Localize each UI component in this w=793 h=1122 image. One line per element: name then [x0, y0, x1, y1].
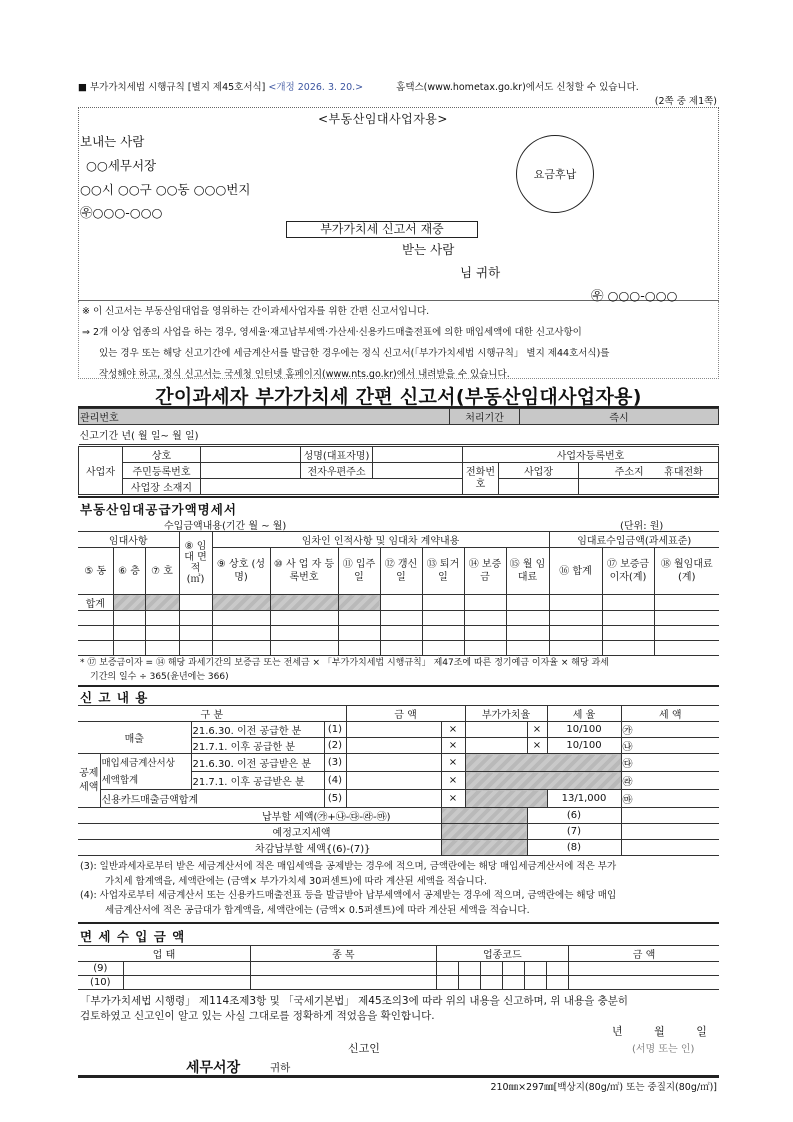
h-tax-rate: 세 율 [547, 706, 621, 722]
col-monthly-rent: ⑮ 월 임대료 [506, 548, 549, 595]
col-total: ⑯ 합계 [549, 548, 602, 595]
name-label: 성명(대표자명) [301, 447, 373, 463]
row5-amount[interactable] [346, 790, 441, 808]
row2-rate[interactable] [465, 738, 527, 754]
declaration-line: 검토하였고 신고인이 알고 있는 사실 그대로를 정확하게 적었음을 확인합니다. [80, 1010, 435, 1022]
row3-no: (3) [324, 754, 346, 772]
cell[interactable] [179, 611, 212, 626]
footnote-line: 세금계산서에 적은 공급대가 합계액을, 세액란에는 (금액× 0.5퍼센트)에 따라 계산된 세액을 적습니다. [105, 904, 530, 916]
h-value-added-rate: 부가가치율 [465, 706, 547, 722]
shaded-cell [441, 824, 527, 840]
shaded-cell [441, 808, 527, 824]
cell[interactable] [654, 641, 719, 656]
deduct-label: 공제세액 [78, 754, 100, 808]
table-row [78, 626, 719, 641]
cell[interactable] [78, 611, 113, 626]
cell[interactable] [212, 641, 270, 656]
shaded-cell [441, 840, 527, 856]
business-label: 사업자 [79, 447, 123, 495]
row2-label: 21.7.1. 이후 공급한 분 [191, 738, 324, 754]
row1-rate[interactable] [465, 722, 527, 738]
phone-home-mobile [579, 463, 719, 479]
col-area: ⑧ 임대 면적 (㎡) [179, 532, 212, 595]
col-unit: ⑦ 호 [145, 548, 179, 595]
cell[interactable] [549, 626, 602, 641]
revision-date: <개정 2026. 3. 20.> [268, 82, 364, 93]
sender-address: ○○시 ○○구 ○○동 ○○○번지 [80, 182, 251, 197]
cell[interactable] [549, 595, 602, 611]
row2-taxrate: 10/100 [547, 738, 621, 754]
table-row [78, 641, 719, 656]
cell[interactable] [464, 595, 506, 611]
times-sign: × [527, 738, 547, 754]
cell[interactable] [422, 626, 464, 641]
footnote-line: 기간의 일수 ÷ 365(윤년에는 366) [90, 672, 229, 682]
invoice-label [100, 754, 191, 790]
cell[interactable] [654, 611, 719, 626]
h-category: 구 분 [78, 706, 346, 722]
note-line: ※ 이 신고서는 부동산임대업을 영위하는 간이과세사업자를 위한 간편 신고서입니다. [82, 306, 430, 317]
cell[interactable] [602, 611, 654, 626]
declaration-text [80, 994, 720, 1024]
row1-label: 21.6.30. 이전 공급한 분 [191, 722, 324, 738]
col-tenant-regno: ⑩ 사 업 자 등록번호 [270, 548, 338, 595]
cell[interactable] [602, 641, 654, 656]
h-exempt-amount: 금 액 [568, 946, 719, 962]
times-sign: × [441, 738, 465, 754]
cell[interactable] [464, 626, 506, 641]
shaded-cell [465, 790, 547, 808]
lease-items-header: 임대사항 [78, 532, 179, 548]
sender-zip: ㉾○○○-○○○ [80, 205, 163, 220]
shaded-cell [465, 754, 621, 772]
invoice-label-1: 매입세금계산서상 [101, 757, 175, 769]
resubmit-box: 부가가치세 신고서 재중 [286, 221, 478, 238]
code-box[interactable] [458, 976, 480, 990]
report-table [78, 705, 719, 856]
cell[interactable] [338, 611, 380, 626]
mgmt-no-label: 관리번호 [79, 409, 450, 425]
col-tenant-name: ⑨ 상호 (성명) [212, 548, 270, 595]
row9-amount[interactable] [568, 962, 719, 976]
payable-label: 납부할 세액(㉮+㉯-㉰-㉱-㉲) [78, 808, 441, 824]
col-deposit: ⑭ 보증금 [464, 548, 506, 595]
income-period: 수입금액내용(기간 월 ~ 월) [164, 521, 287, 532]
unit-label: (단위: 원) [620, 521, 664, 532]
code-box[interactable] [502, 962, 524, 976]
times-sign: × [441, 772, 465, 790]
row1-taxrate: 10/100 [547, 722, 621, 738]
code-box[interactable] [458, 962, 480, 976]
taxpayer-info-table [78, 408, 719, 445]
code-box[interactable] [436, 976, 458, 990]
report-footnotes [80, 860, 720, 918]
location-field[interactable] [201, 479, 463, 495]
row9-item[interactable] [251, 962, 437, 976]
page-info: (2쪽 중 제1쪽) [654, 96, 717, 107]
row10-item[interactable] [251, 976, 437, 990]
signature-field[interactable]: (서명 또는 인) [632, 1044, 695, 1055]
form-title: 간이과세자 부가가치세 간편 신고서(부동산임대사업자용) [155, 386, 642, 408]
row10-type[interactable] [123, 976, 250, 990]
receiver-honorific: 님 귀하 [460, 265, 501, 280]
code-box[interactable] [524, 962, 546, 976]
cell[interactable] [506, 595, 549, 611]
cell[interactable] [654, 595, 719, 611]
cell[interactable] [338, 641, 380, 656]
shaded-cell [270, 595, 338, 611]
paper-spec: 210㎜×297㎜[백상지(80g/㎡) 또는 중질지(80g/㎡)] [490, 1082, 717, 1093]
invoice-label-2: 세액합계 [101, 774, 139, 786]
row6-tax[interactable] [621, 808, 719, 824]
cell[interactable] [602, 595, 654, 611]
note-line: 작성해야 하고, 정식 신고서는 국세청 인터넷 홈페이지(www.nts.go.kr)에서 내려받을 수 있습니다. [99, 369, 510, 380]
col-deposit-interest: ⑰ 보증금 이자(계) [602, 548, 654, 595]
code-box[interactable] [480, 976, 502, 990]
cell[interactable] [212, 611, 270, 626]
receiver-zip: ㉾ ○○○-○○○ [591, 288, 678, 303]
cell[interactable] [145, 611, 179, 626]
row5-taxrate: 13/1,000 [547, 790, 621, 808]
row4-amount[interactable] [346, 772, 441, 790]
row4-tax[interactable]: ㉱ [621, 772, 719, 790]
form-header [78, 79, 718, 93]
cell[interactable] [78, 641, 113, 656]
code-box[interactable] [546, 976, 568, 990]
lease-section-title: 부동산임대공급가액명세서 [80, 502, 237, 517]
cell[interactable] [506, 626, 549, 641]
sales-label: 매출 [78, 722, 191, 754]
cell[interactable] [506, 641, 549, 656]
code-box[interactable] [546, 962, 568, 976]
report-period[interactable]: 신고기간 년( 월 일~ 월 일) [79, 425, 719, 445]
card-label: 신용카드매출금액합계 [100, 790, 324, 808]
times-sign: × [527, 722, 547, 738]
declaration-line: 「부가가치세법 시행령」 제114조제3항 및 「국세기본법」 제45조의3에 따라 위의 내용을 신고하며, 위 내용을 충분히 [80, 995, 629, 1007]
cell[interactable] [380, 641, 422, 656]
h-business-item: 종 목 [251, 946, 437, 962]
row3-amount[interactable] [346, 754, 441, 772]
row1-no: (1) [324, 722, 346, 738]
col-rent-sum: ⑱ 월임대료 (계) [654, 548, 719, 595]
sender-label: 보내는 사람 [80, 134, 145, 149]
receiver-label: 받는 사람 [402, 242, 455, 257]
trade-name-label: 상호 [123, 447, 201, 463]
code-box[interactable] [436, 962, 458, 976]
gwiha-label: 귀하 [270, 1062, 291, 1074]
row4-no: (4) [324, 772, 346, 790]
note-line: 있는 경우 또는 해당 신고기간에 세금계산서를 발급한 경우에는 정식 신고서(「부가가치세법 시행규칙」 별지 제44호서식)를 [99, 348, 610, 359]
row1-tax[interactable]: ㉮ [621, 722, 719, 738]
times-sign: × [441, 790, 465, 808]
h-amount: 금 액 [346, 706, 465, 722]
row5-no: (5) [324, 790, 346, 808]
col-floor: ⑥ 층 [113, 548, 145, 595]
cell[interactable] [380, 626, 422, 641]
row10-amount[interactable] [568, 976, 719, 990]
tax-office-label: 세무서장 [186, 1060, 241, 1076]
h-industry-code: 업종코드 [436, 946, 568, 962]
proc-period-label: 처리기간 [450, 409, 520, 425]
exempt-table [78, 945, 719, 990]
rent-income-header: 임대료수입금액(과세표준) [549, 532, 719, 548]
rule-reference: ■ 부가가치세법 시행규칙 [별지 제45호서식] [78, 82, 266, 93]
cell[interactable] [422, 641, 464, 656]
row7-no: (7) [527, 824, 621, 840]
phone-home-label: 주소지 [614, 467, 644, 478]
col-renewal: ⑫ 갱신일 [380, 548, 422, 595]
cell[interactable] [145, 626, 179, 641]
total-label: 합계 [78, 595, 113, 611]
cell[interactable] [549, 641, 602, 656]
row9-no: (9) [78, 962, 123, 976]
shaded-cell [113, 595, 145, 611]
row3-label: 21.6.30. 이전 공급받은 분 [191, 754, 324, 772]
phone-mobile-label: 휴대전화 [664, 467, 703, 478]
business-info-table [78, 446, 719, 495]
proc-immediate: 즉시 [520, 409, 719, 425]
shaded-cell [338, 595, 380, 611]
cell[interactable] [506, 611, 549, 626]
row5-tax[interactable]: ㉲ [621, 790, 719, 808]
phone-label: 전화번호 [463, 463, 499, 495]
row2-no: (2) [324, 738, 346, 754]
cell[interactable] [113, 611, 145, 626]
name-field[interactable] [373, 447, 463, 463]
report-section-title: 신 고 내 용 [80, 690, 149, 705]
lease-table [78, 531, 719, 656]
location-label: 사업장 소재지 [123, 479, 201, 495]
footnote-line: (4): 사업자로부터 세금계산서 또는 신용카드매출전표 등을 발급받아 납부세액에서 공제받는 경우에 적으며, 금액란에는 해당 매입 [80, 890, 617, 901]
footnote-line: * ⑰ 보증금이자 = ⑭ 해당 과세기간의 보증금 또는 전세금 × 「부가가치세법 시행규칙」 제47조에 따른 정기예금 이자율 × 해당 과세 [80, 658, 609, 668]
cell[interactable] [654, 626, 719, 641]
cell[interactable] [422, 595, 464, 611]
cell[interactable] [380, 611, 422, 626]
h-business-type: 업 태 [78, 946, 251, 962]
cell[interactable] [78, 626, 113, 641]
lease-footnote [80, 656, 720, 684]
cell[interactable] [602, 626, 654, 641]
trade-name-field[interactable] [201, 447, 301, 463]
row4-label: 21.7.1. 이후 공급받은 분 [191, 772, 324, 790]
hometax-notice: 홈택스(www.hometax.go.kr)에서도 신청할 수 있습니다. [396, 82, 639, 93]
times-sign: × [441, 754, 465, 772]
cell[interactable] [422, 611, 464, 626]
cell[interactable] [179, 641, 212, 656]
cell[interactable] [270, 641, 338, 656]
net-payable-label: 차감납부할 세액{(6)-(7)} [78, 840, 441, 856]
phone-place-field[interactable] [499, 479, 579, 495]
mail-envelope-area [78, 107, 719, 301]
row3-tax[interactable]: ㉰ [621, 754, 719, 772]
table-row [78, 611, 719, 626]
cell[interactable] [145, 641, 179, 656]
guide-notes [78, 301, 719, 379]
h-tax: 세 액 [621, 706, 719, 722]
cell[interactable] [179, 595, 212, 611]
shaded-cell [465, 772, 621, 790]
code-box[interactable] [524, 976, 546, 990]
row2-amount[interactable] [346, 738, 441, 754]
cell[interactable] [113, 626, 145, 641]
row2-tax[interactable]: ㉯ [621, 738, 719, 754]
prenotice-label: 예정고지세액 [78, 824, 441, 840]
row8-tax[interactable] [621, 840, 719, 856]
postage-label: 요금후납 [533, 168, 577, 181]
resident-no-label: 주민등록번호 [123, 463, 201, 479]
note-line: ⇒ 2개 이상 업종의 사업을 하는 경우, 영세율·재고납부세액·가산세·신용카드매출전표에 의한 매입세액에 대한 신고사항이 [82, 327, 582, 338]
cell[interactable] [270, 611, 338, 626]
col-building: ⑤ 동 [78, 548, 113, 595]
phone-home-field[interactable] [579, 479, 719, 495]
row9-type[interactable] [123, 962, 250, 976]
shaded-cell [212, 595, 270, 611]
footnote-line: (3): 일반과세자로부터 받은 세금계산서에 적은 매입세액을 공제받는 경우에 적으며, 금액란에는 해당 매입세금계산서에 적은 부가 [80, 861, 617, 872]
times-sign: × [441, 722, 465, 738]
cell[interactable] [179, 626, 212, 641]
mail-title: <부동산임대사업자용> [318, 112, 448, 126]
sender-office: ○○세무서장 [86, 158, 157, 173]
email-label: 전자우편주소 [301, 463, 373, 479]
email-field[interactable] [373, 463, 463, 479]
cell[interactable] [270, 626, 338, 641]
row6-no: (6) [527, 808, 621, 824]
reporter-label: 신고인 [348, 1042, 380, 1055]
postage-stamp [516, 135, 594, 213]
total-row [78, 595, 719, 611]
cell[interactable] [464, 641, 506, 656]
declaration-date[interactable]: 년 월 일 [612, 1025, 707, 1038]
cell[interactable] [549, 611, 602, 626]
code-box[interactable] [502, 976, 524, 990]
footnote-line: 가치세 합계액을, 세액란에는 (금액× 부가가치세 30퍼센트)에 따라 계산된 세액을 적습니다. [105, 875, 487, 887]
cell[interactable] [212, 626, 270, 641]
code-box[interactable] [480, 962, 502, 976]
col-move-in: ⑪ 입주일 [338, 548, 380, 595]
biz-reg-no-label: 사업자등록번호 [463, 447, 719, 463]
cell[interactable] [113, 641, 145, 656]
shaded-cell [145, 595, 179, 611]
row8-no: (8) [527, 840, 621, 856]
col-move-out: ⑬ 퇴거일 [422, 548, 464, 595]
resident-no-field[interactable] [201, 463, 301, 479]
exempt-section-title: 면 세 수 입 금 액 [80, 929, 186, 944]
row1-amount[interactable] [346, 722, 441, 738]
cell[interactable] [380, 595, 422, 611]
row7-tax[interactable] [621, 824, 719, 840]
phone-place-label: 사업장 [499, 463, 579, 479]
cell[interactable] [464, 611, 506, 626]
cell[interactable] [338, 626, 380, 641]
tenant-header: 임차인 인적사항 및 임대차 계약내용 [212, 532, 549, 548]
row10-no: (10) [78, 976, 123, 990]
